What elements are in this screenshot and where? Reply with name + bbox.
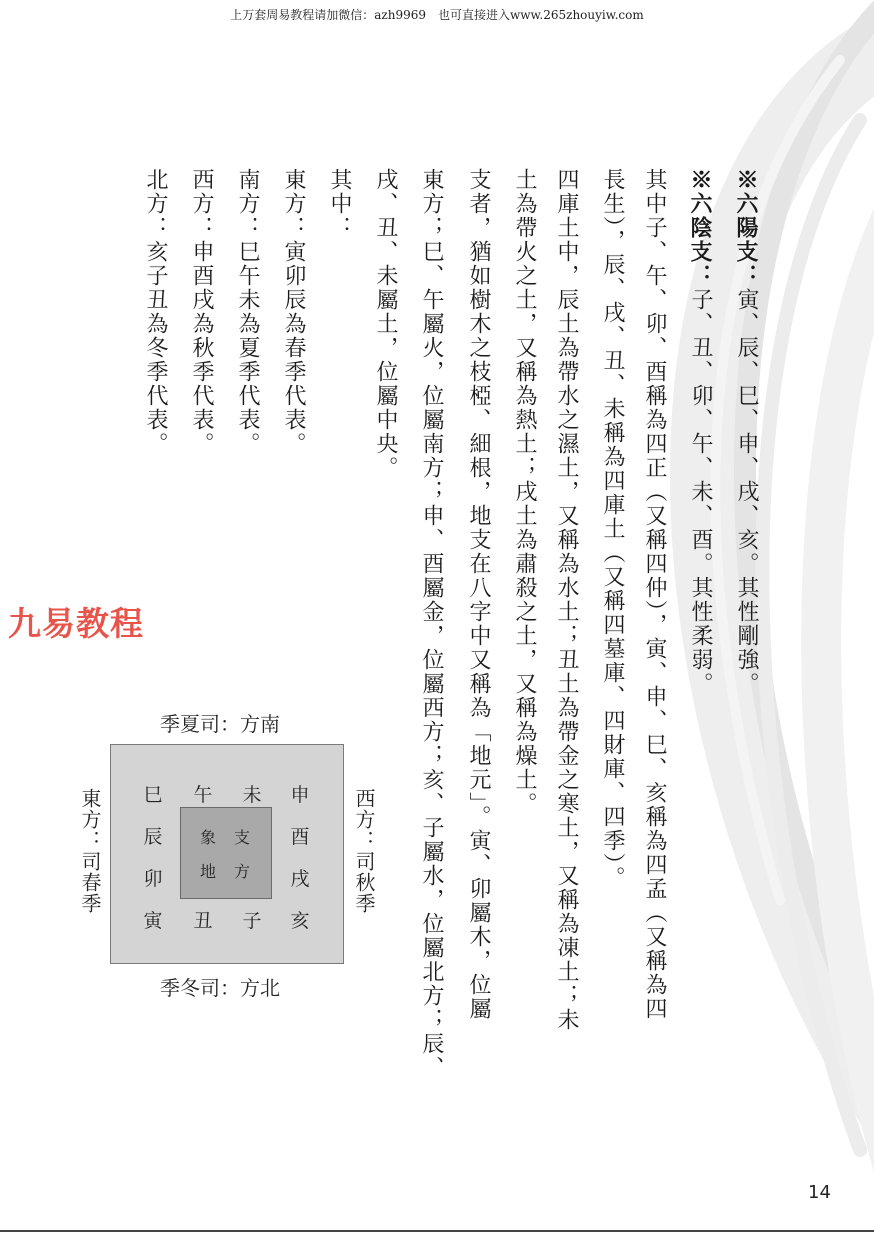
- text-column-8: [413, 168, 449, 1080]
- page-number: 14: [808, 1182, 831, 1203]
- column-text: 其中：: [327, 168, 352, 240]
- center-cell: 支: [233, 828, 250, 847]
- branch-cell: 亥: [290, 910, 310, 932]
- column-text: 長生），辰、戌、丑、未稱為四庫土（又稱四墓庫、四財庫、四季）。: [600, 168, 625, 890]
- column-text: 東方：寅卯辰為春季代表。: [281, 168, 306, 456]
- text-column-6: [506, 168, 542, 816]
- column-text: 南方：巳午未為夏季代表。: [235, 168, 260, 456]
- center-cell: 地: [199, 862, 216, 881]
- column-text: 東方；巳、午屬火，位屬南方；申、酉屬金，位屬西方；亥、子屬水，位屬北方；辰、: [419, 168, 444, 1080]
- text-column-3: [636, 168, 672, 1021]
- column-text: 戌、丑、未屬土，位屬中央。: [373, 168, 398, 480]
- text-column-10: [321, 168, 357, 240]
- column-text: 寅、辰、巳、申、戌、亥。其性剛強。: [734, 288, 759, 696]
- branch-cell: 寅: [143, 910, 163, 932]
- branch-cell: 卯: [143, 868, 163, 890]
- text-column-4: [594, 168, 630, 890]
- branch-cell: 子: [242, 910, 262, 932]
- six-yin-branches-label: ※六陰支：: [687, 168, 713, 288]
- text-column-13: [183, 168, 219, 456]
- center-cell: 象: [199, 828, 216, 847]
- column-text: 支者，猶如樹木之枝椏、細根，地支在八字中又稱為「地元」。寅、卯屬木，位屬: [466, 168, 491, 1021]
- branch-cell: 丑: [193, 910, 213, 932]
- text-column-9: [367, 168, 403, 480]
- branch-cell: 戌: [290, 868, 310, 890]
- header-banner: 上万套周易教程请加微信：azh9969 也可直接进入www.265zhouyiw.com: [230, 8, 644, 22]
- six-yang-branches-label: ※六陽支：: [733, 168, 759, 288]
- column-text: 西方：申酉戌為秋季代表。: [189, 168, 214, 456]
- branch-cell: 辰: [143, 826, 163, 848]
- branch-cell: 巳: [143, 784, 163, 806]
- text-column-11: [275, 168, 311, 456]
- diagram-bottom-label: 季冬司：方北: [160, 976, 280, 1000]
- branch-cell: 未: [242, 784, 262, 806]
- diagram-right-label: 西方：司秋季: [352, 788, 376, 914]
- column-text: 北方：亥子丑為冬季代表。: [143, 168, 168, 456]
- text-column-14: [137, 168, 173, 456]
- column-text: 土為帶火之土，又稱為熱土；戌土為肅殺之土，又稱為燥土。: [512, 168, 537, 816]
- column-text: 其中子、午、卯、酉稱為四正（又稱四仲），寅、申、巳、亥稱為四孟（又稱為四: [642, 168, 667, 1021]
- branch-cell: 午: [193, 784, 213, 806]
- text-column-7: [460, 168, 496, 1021]
- text-column-1: [728, 168, 764, 696]
- text-column-5: [548, 168, 584, 1032]
- diagram-top-label: 季夏司：方南: [160, 712, 280, 736]
- text-column-2: [682, 168, 718, 696]
- center-cell: 方: [233, 862, 250, 881]
- diagram-center-square: [180, 807, 272, 899]
- bottom-rule: [0, 1230, 874, 1232]
- column-text: 四庫土中，辰土為帶水之濕土，又稱為水土；丑土為帶金之寒土，又稱為凍土；未: [554, 168, 579, 1032]
- diagram-left-label: 東方：司春季: [78, 788, 102, 914]
- column-text: 子、丑、卯、午、未、酉。其性柔弱。: [688, 288, 713, 696]
- branch-cell: 申: [290, 784, 310, 806]
- branch-cell: 酉: [290, 826, 310, 848]
- text-column-12: [229, 168, 265, 456]
- brand-logo-text: 九易教程: [8, 604, 144, 643]
